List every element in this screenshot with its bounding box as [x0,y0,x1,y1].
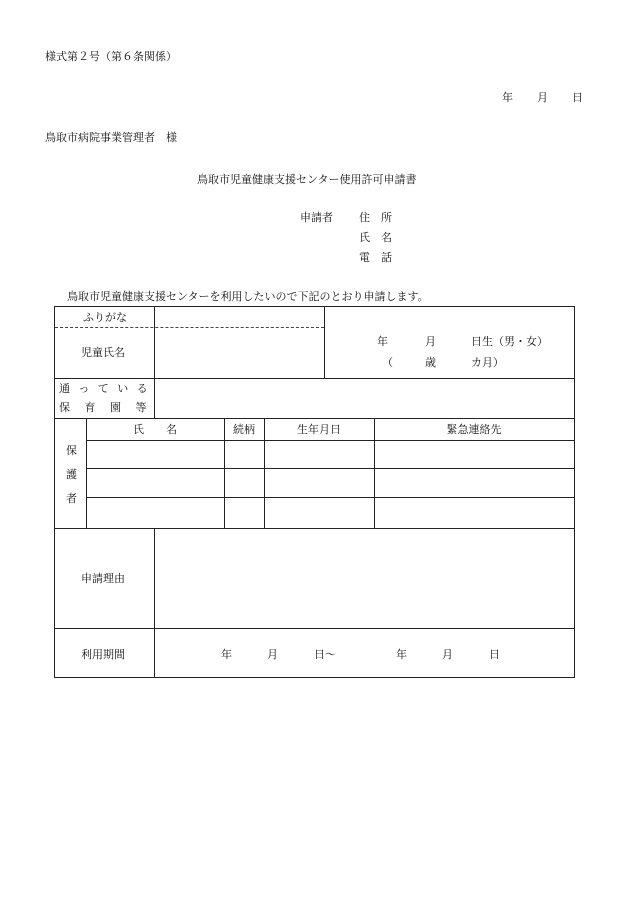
furigana-divider [55,327,324,328]
divider [324,307,325,378]
reason-label: 申請理由 [81,572,125,585]
period-end-day: 日 [489,648,500,661]
date-day-label: 日 [572,91,583,104]
applicant-name-label: 氏 名 [359,231,392,244]
facility-label-line2: 保育園等 [59,401,161,414]
divider [86,440,574,441]
birth-day-gender-label: 日生（男・女） [471,335,548,348]
age-months-label: カ月） [471,356,504,369]
period-start-day: 日〜 [314,648,336,661]
facility-label-line1: 通っている [59,382,156,395]
divider [154,307,155,378]
date-month-label: 月 [537,91,548,104]
applicant-label: 申請者 [300,211,333,224]
divider [55,418,574,419]
divider [55,628,574,629]
divider [374,418,375,528]
guardian-char-1: 保 [66,444,77,457]
period-start-month: 月 [267,648,278,661]
applicant-phone-label: 電 話 [359,251,392,264]
period-end-year: 年 [396,648,407,661]
period-start-year: 年 [221,648,232,661]
age-years-label: 歳 [425,356,436,369]
applicant-address-label: 住 所 [359,211,392,224]
divider [224,418,225,528]
furigana-label: ふりがな [83,311,127,324]
birth-month-label: 月 [425,335,436,348]
child-name-label: 児童氏名 [81,346,125,359]
birth-year-label: 年 [377,335,388,348]
age-paren-open: （ [382,356,393,369]
divider [86,468,574,469]
guardian-char-3: 者 [66,492,77,505]
document-title: 鳥取市児童健康支援センター使用許可申請書 [197,173,417,186]
guardian-header-emergency-contact: 緊急連絡先 [446,423,502,436]
form-number: 様式第２号（第６条関係） [45,50,177,63]
application-form-table [54,306,575,678]
divider [86,497,574,498]
divider [86,418,87,528]
intro-text: 鳥取市児童健康支援センターを利用したいので下記のとおり申請します。 [67,290,429,303]
addressee: 鳥取市病院事業管理者 様 [45,131,177,144]
period-label: 利用期間 [81,648,125,661]
divider [264,418,265,528]
divider [154,528,155,678]
guardian-header-birthdate: 生年月日 [297,423,341,436]
period-end-month: 月 [442,648,453,661]
date-year-label: 年 [502,91,513,104]
divider [55,528,574,529]
guardian-char-2: 護 [66,468,77,481]
guardian-header-relation: 続柄 [233,423,255,436]
divider [55,378,574,379]
guardian-header-name: 氏 名 [133,423,177,436]
